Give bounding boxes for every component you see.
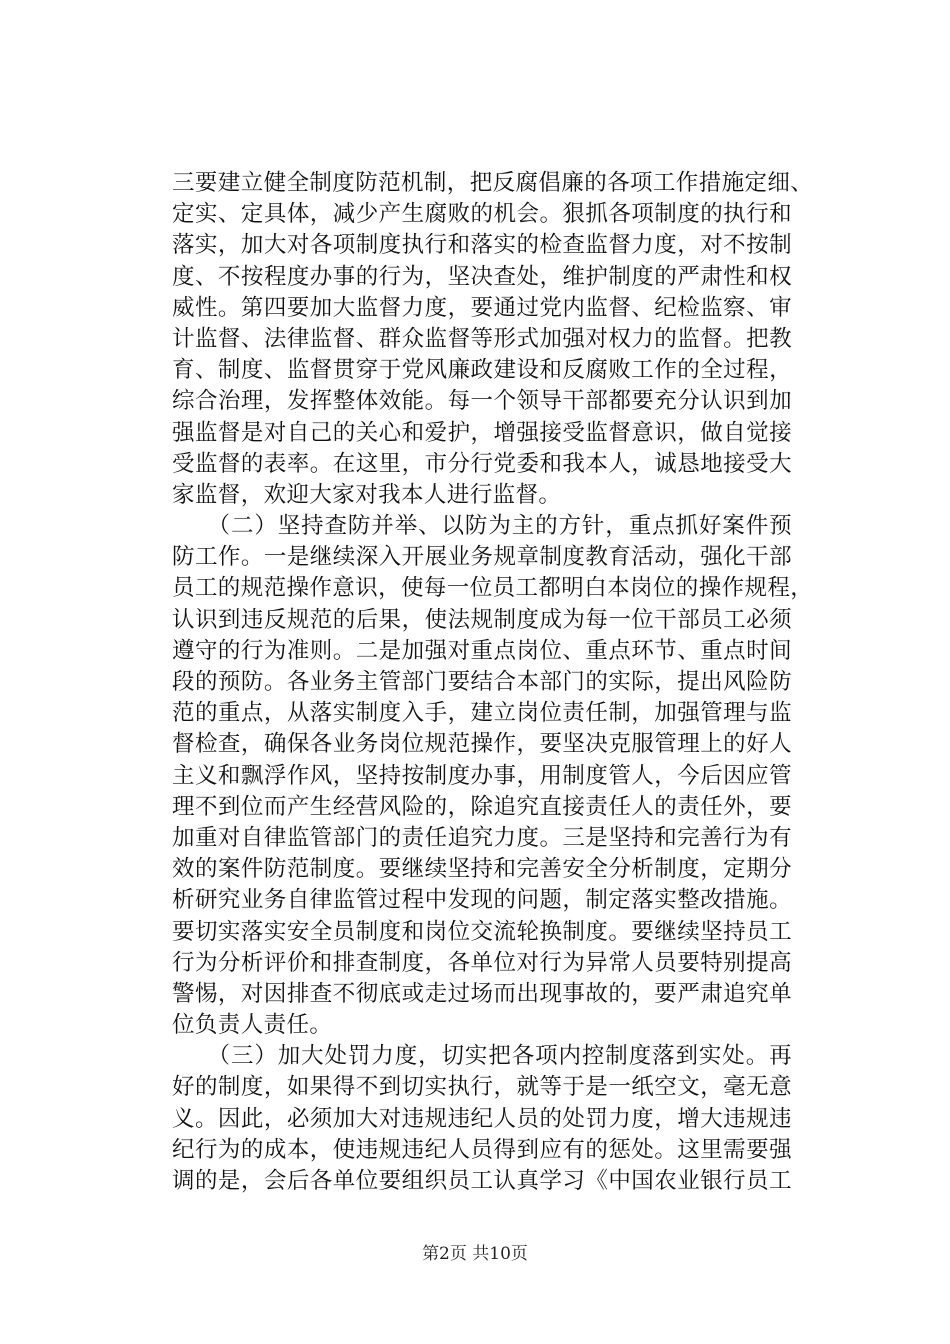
page-footer: 第2页 共10页: [422, 1244, 528, 1264]
text-line: 好的制度，如果得不到切实执行，就等于是一纸空文，毫无意: [172, 1074, 792, 1101]
text-line: 强监督是对自己的关心和爱护，增强接受监督意识，做自觉接: [172, 419, 792, 446]
text-line: 纪行为的成本，使违规违纪人员得到应有的惩处。这里需要强: [172, 1136, 792, 1163]
text-line: 要切实落实安全员制度和岗位交流轮换制度。要继续坚持员工: [172, 918, 792, 945]
text-line: 定实、定具体，减少产生腐败的机会。狠抓各项制度的执行和: [172, 201, 792, 228]
text-line: 行为分析评价和排查制度，各单位对行为异常人员要特别提高: [172, 949, 792, 976]
text-line: 加重对自律监管部门的责任追究力度。三是坚持和完善行为有: [172, 824, 792, 851]
text-line: 段的预防。各业务主管部门要结合本部门的实际，提出风险防: [172, 669, 792, 695]
text-line: 度、不按程度办事的行为，坚决查处，维护制度的严肃性和权: [172, 263, 792, 290]
text-line: 主义和飘浮作风，坚持按制度办事，用制度管人，今后因应管: [172, 762, 792, 789]
text-line: 家监督，欢迎大家对我本人进行监督。: [172, 481, 562, 508]
text-line: 威性。第四要加大监督力度，要通过党内监督、纪检监察、审: [172, 294, 792, 321]
text-line: 督检查，确保各业务岗位规范操作，要坚决克服管理上的好人: [172, 731, 792, 758]
body-text: [172, 168, 814, 1197]
text-line: 调的是，会后各单位要组织员工认真学习《中国农业银行员工: [172, 1168, 792, 1194]
text-line: 育、制度、监督贯穿于党风廉政建设和反腐败工作的全过程，: [172, 357, 792, 384]
text-line: 三要建立健全制度防范机制，把反腐倡廉的各项工作措施定细、: [172, 170, 814, 196]
text-line: 认识到违反规范的后果，使法规制度成为每一位干部员工必须: [172, 606, 792, 633]
text-line: 员工的规范操作意识，使每一位员工都明白本岗位的操作规程，: [172, 575, 814, 602]
text-line: 效的案件防范制度。要继续坚持和完善安全分析制度，定期分: [172, 856, 792, 883]
text-line: 析研究业务自律监管过程中发现的问题，制定落实整改措施。: [172, 887, 792, 914]
text-line: （二）坚持查防并举、以防为主的方针，重点抓好案件预: [172, 513, 792, 540]
text-line: 义。因此，必须加大对违规违纪人员的处罚力度，增大违规违: [172, 1105, 792, 1132]
text-line: 范的重点，从落实制度入手，建立岗位责任制，加强管理与监: [172, 700, 792, 727]
text-line: 落实，加大对各项制度执行和落实的检查监督力度，对不按制: [172, 232, 792, 259]
text-line: 理不到位而产生经营风险的，除追究直接责任人的责任外，要: [172, 793, 792, 820]
text-line: 位负责人责任。: [172, 1012, 333, 1039]
text-line: 遵守的行为准则。二是加强对重点岗位、重点环节、重点时间: [172, 637, 792, 664]
text-line: 警惕，对因排查不彻底或走过场而出现事故的，要严肃追究单: [172, 980, 792, 1007]
text-line: 综合治理，发挥整体效能。每一个领导干部都要充分认识到加: [172, 388, 792, 415]
text-line: 防工作。一是继续深入开展业务规章制度教育活动，强化干部: [172, 544, 792, 571]
text-line: 受监督的表率。在这里，市分行党委和我本人，诚恳地接受大: [172, 450, 792, 477]
text-line: 计监督、法律监督、群众监督等形式加强对权力的监督。把教: [172, 325, 792, 352]
text-line: （三）加大处罚力度，切实把各项内控制度落到实处。再: [172, 1043, 792, 1070]
